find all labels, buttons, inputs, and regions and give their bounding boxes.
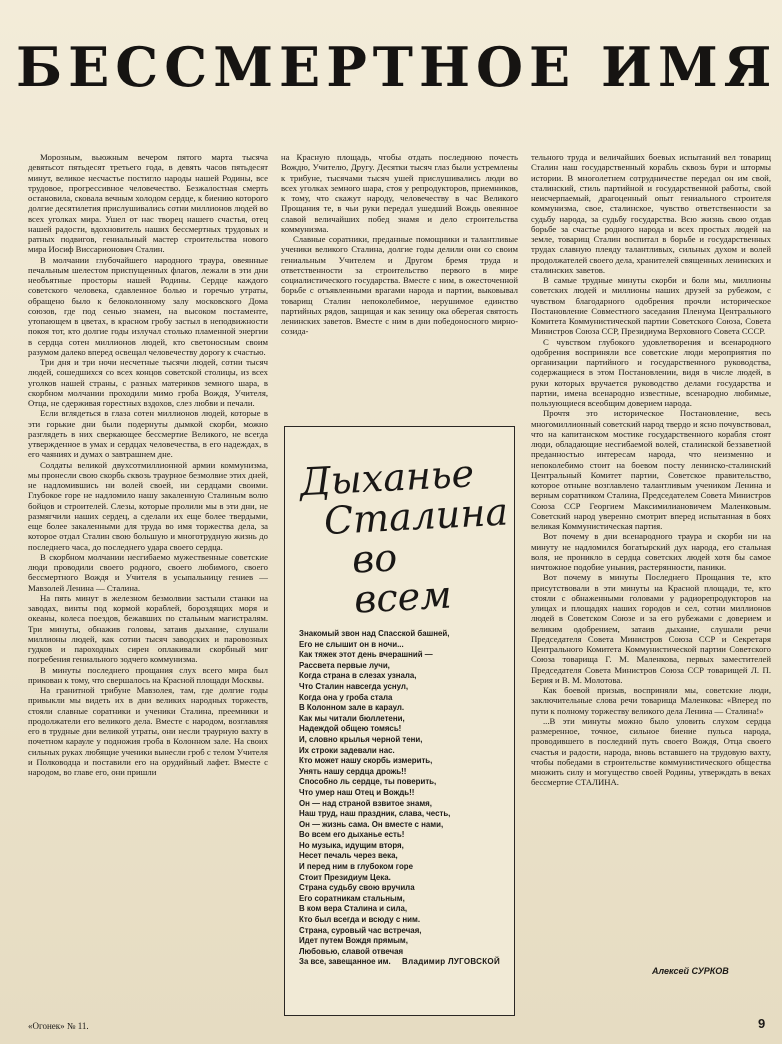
poem-line: Кто был всегда и всюду с ним. [299, 915, 421, 925]
paragraph: Вот почему в дни всенародного траура и скорби ни на минуту не надломился богатырский дух народа, его стальная воля, не проникло в сердца советских людей хотя бы самое ничтожное подобие уныния, растерянности, паники. [531, 531, 771, 572]
paragraph: Солдаты великой двухсотмиллионной армии коммунизма, мы пронесли свою скорбь сквозь траурное безмолвие этих дней, не надломившись ни волей своей, ни сердцами своими. Глубокое горе не надломило нашу закаленную Сталиным волю бойцов и строителей. Слезы, которые пролили мы в эти дни, не размягчили наших сердец, а сделали их еще более твердыми, еще более закаленными для труда во имя торжества дела, за которое отдал Сталин свою большую и многотрудную жизнь до последнего часа, до последнего удара своего сердца. [28, 459, 268, 552]
poem-line: Страна судьбу свою вручила [299, 883, 415, 893]
poem-line: Но музыка, идущим вторя, [299, 840, 404, 850]
poem-line: Надеждой общею томясь! [299, 724, 402, 734]
paragraph: С чувством глубокого удовлетворения и всенародного одобрения восприняли все советские люди мероприятия по организации партийного и государственного руководства, содержащиеся в этом Постановлении, видя в числе людей, в руки которых вручается руководство делами государства и партии, имена всенародно известные, всенародно любимые, пользующиеся всеобщим доверием народа. [531, 336, 771, 408]
paragraph: Если вглядеться в глаза сотен миллионов людей, которые в эти горькие дни были подернуты дымкой скорби, можно разглядеть в них сверкающее бессмертие Великого, не всегда утвержденное в умах и сердцах человечества, в его надеждах, в его чаяниях и думах о завтрашнем дне. [28, 408, 268, 460]
footer-issue: «Огонек» № 11. [28, 1021, 89, 1031]
paragraph: В молчании глубочайшего народного траура, овеянные печальным шелестом приспущенных флагов, лежали в эти дни необъятные просторы нашей Родины. Сердце каждого советского человека, сдавленное болью и горечью утраты, обращено было к белоколонному залу московского Дома союзов, где под сенью знамен, на высоком постаменте, утопающем в цветах, в красном гробу застыл в неподвижности покоя тот, кто долгие годы излучал столько пламенной энергии в сердца сотен миллионов людей, кто светоносным своим разумом далеко вперед освещал человечеству дорогу к счастью. [28, 254, 268, 357]
poem-line: Знакомый звон над Спасской башней, [299, 629, 450, 638]
page-number: 9 [758, 1016, 766, 1031]
poem-text [299, 629, 505, 968]
poem-line: Любовью, славой отвечая [299, 946, 404, 956]
article-author: Алексей СУРКОВ [652, 966, 729, 976]
poem-line: Рассвета первые лучи, [299, 660, 390, 670]
poem-box [284, 426, 515, 1016]
paragraph: Как боевой призыв, восприняли мы, советские люди, заключительные слова речи товарища Маленкова: «Вперед по пути к полному торжеству великого дела Ленина — Сталина!» [531, 685, 771, 716]
paragraph: В минуты последнего прощания слух всего мира был прикован к тому, что свершалось на Красной площади Москвы. [28, 664, 268, 685]
article-column-3 [531, 152, 771, 960]
poem-line: Стоит Президиум Цека. [299, 872, 391, 882]
poem-line: Идет путем Вождя прямым, [299, 936, 408, 946]
poem-line: Его соратникам стальным, [299, 893, 405, 903]
poem-line: Способно ль сердце, ты поверить, [299, 777, 437, 787]
paragraph: На гранитной трибуне Мавзолея, там, где долгие годы привыкли мы видеть их в дни великих народных торжеств, стояли славные соратники и ученики Сталина, преемники и продолжатели его великого дела. Вместе с народом, возглавляя его в трудные дни великой утраты, они несли траурную вахту в почетном карауле у подножия гроба в Колонном зале. На своих сильных руках любящие ученики вынесли гроб с телом Учителя и Полководца и поставили его на орудийный лафет. Вместе с народом, во главе его, они пришли [28, 685, 268, 777]
poem-line: Когда страна в слезах узнала, [299, 671, 417, 681]
paragraph: Прочтя это историческое Постановление, весь многомиллионный советский народ твердо и ясно почувствовал, что на капитанском мостике государственного корабля стоят люди, обладающие несгибаемой волей, сталинской беззаветной преданностью интересам народа, что неизменно и непоколебимо стоит на боевом посту ленинско-сталинский Центральный Комитет партии, Советское правительство, которое отныне возглавлено талантливым учеником Ленина и верным соратником Сталина, Председателем Совета Министров Союза ССР Георгием Максимилиановичем Маленковым. Советский народ уверенно смотрит вперед испытанная в боях великая Коммунистическая партия. [531, 408, 771, 531]
article-column-1 [28, 152, 268, 1010]
page-title: БЕССМЕРТНОЕ ИМЯ [16, 35, 778, 99]
poem-line: Как мы читали бюллетени, [299, 713, 405, 723]
paragraph: В скорбном молчании несгибаемо мужественные советские люди проводили своего родного, своего любимого, своего бессмертного Вождя и Учителя в усыпальницу гениев — Мавзолей Ленина — Сталина. [28, 551, 268, 593]
poem-line: Он — над страной взвитое знамя, [299, 798, 432, 808]
poem-line: Как тяжек этот день вчерашний — [299, 650, 433, 660]
paragraph: на Красную площадь, чтобы отдать последнюю почесть Вождю, Учителю, Другу. Десятки тысяч глаз были устремлены к трибуне, тысячами тысяч ушей прислушивались люди во всех уголках земного шара, стоя у репродукторов, приемников, к тому, что скажут народу, человечеству в час Великого Прощания те, в чьи руки передал ушедший Вождь овеянное славой величайших побед знамя и дело строительства коммунизма. [281, 152, 518, 234]
poem-line: Унять нашу сердца дрожь!! [299, 766, 407, 776]
poem-title-line: Дыханье [298, 451, 476, 505]
paragraph: В самые трудные минуты скорби и боли мы, миллионы советских людей и миллионы наших друзей за рубежом, с чувством благодарного одобрения прочли историческое Постановление Совместного заседания Пленума Центрального Комитета Коммунистической партии Советского Союза, Совета Министров Союза ССР, Президиума Верховного Совета СССР. [531, 275, 771, 337]
paragraph: Морозным, вьюжным вечером пятого марта тысяча девятьсот пятьдесят третьего года, в девять часов пятьдесят минут, великое несчастье постигло народы нашей Родины, все трудовое, прогрессивное человечество. Безжалостная смерть остановила, сковала вечным холодом сердце, к биению которого долгие десятилетия прислушивались сотни миллионов людей во всех уголках мира. Ушел от нас творец нашего счастья, отец нашей радости, вдохновитель наших бессмертных трудовых и ратных подвигов, гениальный мастер строительства нового мира Иосиф Виссарионович Сталин. [28, 152, 268, 255]
poem-line: В Колонном зале в караул. [299, 703, 405, 713]
poem-line: Страна, суровый час встречая, [299, 925, 422, 935]
poem-title [298, 451, 510, 622]
poem-line: Несет печаль через века, [299, 851, 398, 861]
poem-line: Его не слышит он в ночи... [299, 639, 404, 649]
poem-line: Он — жизнь сама. Он вместе с нами, [299, 819, 444, 829]
poem-line: Их строки задевали нас. [299, 745, 395, 755]
article-column-2 [281, 152, 518, 370]
paragraph: ...В эти минуты можно было уловить слухом сердца размеренное, точное, сильное биение пульса народа, проводившего в последний путь своего Вождя, Отца своего счастья и радости, народа, вновь вставшего на трудовую вахту, чтобы победами в строительстве коммунистического общества множить силу и могущество своей Родины, утверждать в веках бессмертие СТАЛИНА. [531, 715, 771, 788]
poem-line: Когда она у гроба стала [299, 692, 393, 702]
poem-title-line: во всем [350, 535, 453, 622]
paragraph: тельного труда и величайших боевых испытаний вел товарищ Сталин наш государственный корабль сквозь бури и штормы истории. В многолетнем сотрудничестве передал он им свой, сталинский, стиль партийной и государственной работы, свой неисчерпаемый, драгоценный опыт гениального строителя коммунизма, свое, сталинское, чувство ответственности за судьбу народа, за судьбу государства. Всю жизнь свою отдав борьбе за счастье родного народа и всех простых людей на земле, товарищ Сталин воспитал в борьбе и государственных трудах славную плеяду талантливых, сильных духом и волей продолжателей своего дела, хранителей священных ленинских и сталинских заветов. [531, 152, 771, 275]
poem-line: За все, завещанное им. [299, 957, 391, 967]
poem-line: Кто может нашу скорбь измерить, [299, 756, 433, 766]
poem-line: Наш труд, наш праздник, слава, честь, [299, 809, 451, 819]
poem-line: Что умер наш Отец и Вождь!! [299, 787, 415, 797]
paragraph: На пять минут в железном безмолвии застыли станки на заводах, винты под кормой кораблей, бороздящих моря и океаны, колеса поездов, бежавших по стальным магистралям. Три минуты, обнажив головы, затаив дыхание, слушали миллионы людей, как сотни тысяч заводских и паровозных гудков и пароходных сирен оплакивали скорбный миг погребения гениального зодчего коммунизма. [28, 592, 268, 665]
poem-line: И перед ним в глубоком горе [299, 862, 413, 872]
poem-line: Во всем его дыханье есть! [299, 830, 405, 840]
poem-line: В ком вера Сталина и сила, [299, 904, 408, 914]
poem-title-line: Сталина [322, 489, 510, 544]
paragraph: Славные соратники, преданные помощники и талантливые ученики великого Сталина, долгие годы делили они со своим гениальным Учителем и Другом бремя труда и ответственности за строительство первого в мире социалистического государства. Вместе с ним, в ожесточенной борьбе с отъявленными врагами народа и партии, выковывал товарищ Сталин непоколебимое, нерушимое единство партийных рядов, защищая и как зеницу ока оберегая святость ленинских заветов. Вместе с ним в дни победоносного мирно-созида- [281, 234, 518, 337]
poem-line: Что Сталин навсегда уснул, [299, 681, 409, 691]
poem-line: И, словно крылья черной тени, [299, 734, 423, 744]
paragraph: Вот почему в минуты Последнего Прощания те, кто присутствовали в эти минуты на Красной площади, те, кто стояли с обнаженными головами у радиорепродукторов на улицах и площадях наших городов и сел, сотни миллионов людей в Советском Союзе и за его рубежами с доверием и великим одобрением, затаив дыхание, слушали речи Председателя Совета Министров Союза ССР и Секретаря Центрального Комитета Коммунистической партии Советского Союза товарища Г. М. Маленкова, первых заместителей Председателя Совета Министров Союза ССР товарищей Л. П. Берия и В. М. Молотова. [531, 572, 771, 685]
paragraph: Три дня и три ночи несчетные тысячи людей, сотни тысяч людей, сошедшихся со всех концов советской столицы, из всех уголков нашей страны, с разных материков земного шара, в скорбном молчании проходили мимо гроба Вождя, Учителя, Отца, не сдерживая горестных вздохов, слез любви и печали. [28, 357, 268, 408]
poem-author: Владимир ЛУГОВСКОЙ [402, 957, 500, 966]
